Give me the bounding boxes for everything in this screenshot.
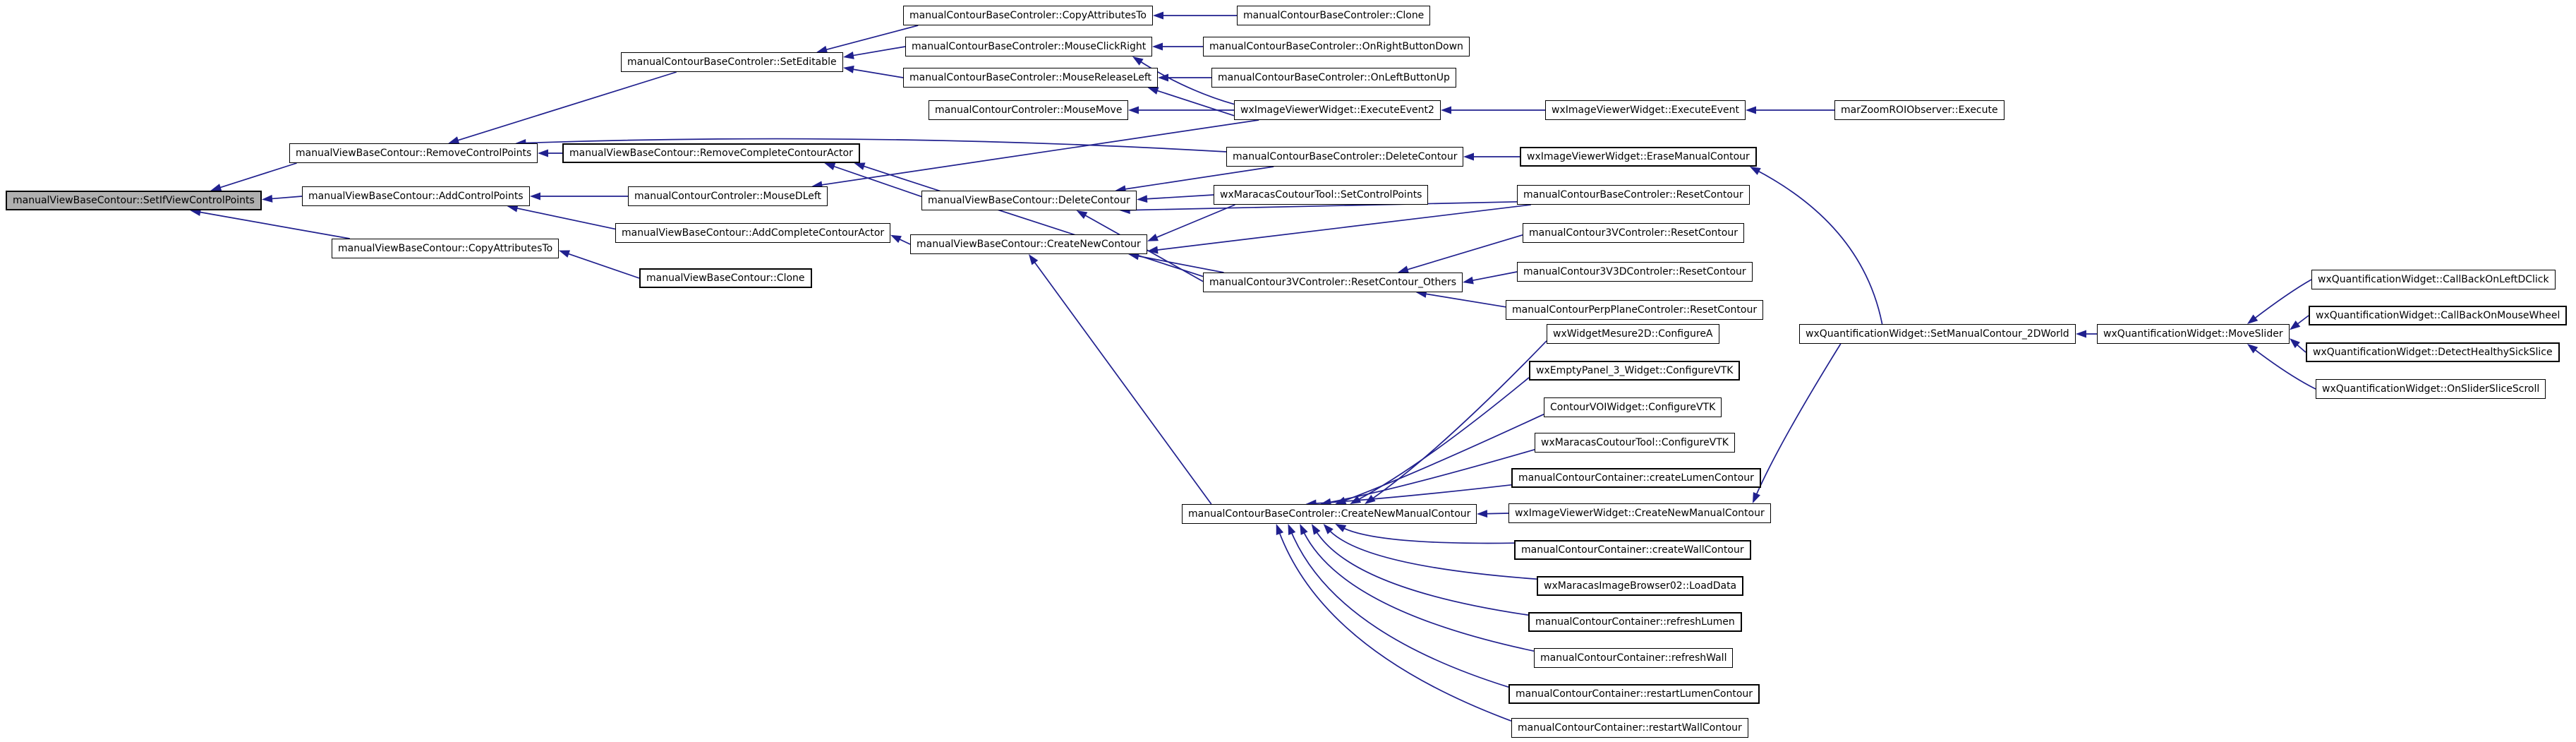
edge-restartWall-createNewManual <box>1276 524 1511 721</box>
graph-node-copyAttrBC[interactable]: manualContourBaseControler::CopyAttributesTo <box>903 6 1153 25</box>
graph-node-resetContour3V3D[interactable]: manualContour3V3DControler::ResetContour <box>1517 262 1753 282</box>
graph-node-executeEvent[interactable]: wxImageViewerWidget::ExecuteEvent <box>1545 100 1746 120</box>
edge-cbMouseWheel-moveSlider <box>2290 316 2309 330</box>
edge-cfgVTKwxM-createNewManual <box>1320 450 1535 506</box>
edge-mouseClickRight-setEditable <box>843 47 905 59</box>
graph-node-onLeftButtonUp[interactable]: manualContourBaseControler::OnLeftButtonUp <box>1211 68 1456 88</box>
graph-node-eraseManual[interactable]: wxImageViewerWidget::EraseManualContour <box>1520 147 1757 167</box>
edge-createNewManualWx-createNewManual <box>1477 510 1508 517</box>
edge-moveSlider-setManual2D <box>2076 330 2097 338</box>
graph-node-mouseClickRight[interactable]: manualContourBaseControler::MouseClickRight <box>905 37 1152 56</box>
graph-node-cloneBC[interactable]: manualContourBaseControler::Clone <box>1237 6 1430 25</box>
graph-node-restartLumen[interactable]: manualContourContainer::restartLumenContour <box>1508 684 1760 704</box>
graph-node-mouseReleaseLeft[interactable]: manualContourBaseControler::MouseReleaseLeft <box>903 68 1158 88</box>
graph-node-deleteContourBC[interactable]: manualContourBaseControler::DeleteContour <box>1226 147 1463 167</box>
graph-node-addCompleteCA[interactable]: manualViewBaseContour::AddCompleteContourActor <box>615 223 890 243</box>
graph-node-addCP[interactable]: manualViewBaseContour::AddControlPoints <box>302 186 530 206</box>
edge-refreshLumen-createNewManual <box>1312 524 1528 615</box>
graph-node-loadData[interactable]: wxMaracasImageBrowser02::LoadData <box>1537 576 1743 596</box>
graph-node-removeCompleteCA[interactable]: manualViewBaseContour::RemoveCompleteContourActor <box>562 143 860 163</box>
edge-setManual2D-createNewManualWx <box>1753 344 1841 503</box>
graph-node-detectHealthy[interactable]: wxQuantificationWidget::DetectHealthySickSlice <box>2306 342 2560 362</box>
graph-node-restartWall[interactable]: manualContourContainer::restartWallContour <box>1511 718 1748 738</box>
edge-resetOthers-createNewContour <box>1128 252 1223 273</box>
edge-addCompleteCA-addCP <box>507 205 615 229</box>
graph-node-executeEvent2[interactable]: wxImageViewerWidget::ExecuteEvent2 <box>1234 100 1441 120</box>
graph-node-setManual2D[interactable]: wxQuantificationWidget::SetManualContour_2DWorld <box>1799 324 2076 344</box>
edge-eraseManual-deleteContourBC <box>1463 153 1520 161</box>
edge-cfgVTKVOI-createNewManual <box>1335 414 1544 504</box>
edge-cbLeftDClick-moveSlider <box>2247 280 2311 324</box>
graph-node-resetContour3V[interactable]: manualContour3VControler::ResetContour <box>1523 223 1744 243</box>
graph-node-moveSlider[interactable]: wxQuantificationWidget::MoveSlider <box>2097 324 2290 344</box>
graph-node-mouseDLeft[interactable]: manualContourControler::MouseDLeft <box>628 186 828 206</box>
graph-node-createNewManual[interactable]: manualContourBaseControler::CreateNewManualContour <box>1182 504 1477 524</box>
edge-marZoomExecute-executeEvent <box>1746 107 1834 114</box>
graph-node-cfgVTKwxM[interactable]: wxMaracasCoutourTool::ConfigureVTK <box>1535 433 1735 453</box>
graph-node-createNewManualWx[interactable]: wxImageViewerWidget::CreateNewManualContour <box>1508 503 1771 523</box>
graph-node-refreshWall[interactable]: manualContourContainer::refreshWall <box>1534 648 1733 668</box>
graph-node-deleteContourView[interactable]: manualViewBaseContour::DeleteContour <box>921 191 1137 210</box>
graph-node-cfgVTKEmpty[interactable]: wxEmptyPanel_3_Widget::ConfigureVTK <box>1529 361 1740 381</box>
graph-node-refreshLumen[interactable]: manualContourContainer::refreshLumen <box>1528 612 1742 632</box>
edge-resetOthers-removeCompleteCA <box>854 162 1203 276</box>
edge-setCtrlPtsWxM-createNewContour <box>1147 205 1235 241</box>
graph-node-configureA[interactable]: wxWidgetMesure2D::ConfigureA <box>1547 324 1719 344</box>
edge-executeEvent2-mouseDLeft <box>811 120 1259 189</box>
edge-cloneView-copyAttrView <box>559 250 639 278</box>
edge-detectHealthy-moveSlider <box>2290 338 2306 352</box>
graph-node-resetContourPerp[interactable]: manualContourPerpPlaneControler::ResetContour <box>1506 300 1763 320</box>
edge-removeCompleteCA-removeCP <box>538 150 562 157</box>
edge-executeEvent-executeEvent2 <box>1441 107 1545 114</box>
graph-node-cloneView[interactable]: manualViewBaseContour::Clone <box>639 268 812 288</box>
edge-createNewContour-addCompleteCA <box>890 235 910 244</box>
graph-node-setIfView: manualViewBaseContour::SetIfViewControlPoints <box>6 191 262 210</box>
graph-node-onRightButtonDown[interactable]: manualContourBaseControler::OnRightButtonDown <box>1203 37 1470 56</box>
graph-node-marZoomExecute[interactable]: marZoomROIObserver::Execute <box>1834 100 2004 120</box>
graph-node-createLumen[interactable]: manualContourContainer::createLumenContour <box>1511 468 1761 488</box>
edge-onLeftButtonUp-mouseReleaseLeft <box>1158 74 1211 82</box>
edge-copyAttrBC-setEditable <box>816 25 918 53</box>
graph-node-cbMouseWheel[interactable]: wxQuantificationWidget::CallBackOnMouseWheel <box>2309 306 2567 325</box>
edge-addCP-setIfView <box>262 195 302 203</box>
graph-node-copyAttrView[interactable]: manualViewBaseContour::CopyAttributesTo <box>332 239 559 258</box>
edge-mouseDLeft-addCP <box>530 193 628 201</box>
edge-removeCP-setIfView <box>210 163 296 191</box>
graph-node-setCtrlPtsWxM[interactable]: wxMaracasCoutourTool::SetControlPoints <box>1214 185 1428 205</box>
graph-node-createWall[interactable]: manualContourContainer::createWallContour <box>1514 540 1751 560</box>
graph-node-onSliderScroll[interactable]: wxQuantificationWidget::OnSliderSliceScroll <box>2316 379 2546 399</box>
graph-node-setEditable[interactable]: manualContourBaseControler::SetEditable <box>621 52 843 72</box>
edge-createWall-createNewManual <box>1335 524 1514 543</box>
edge-setManual2D-eraseManual <box>1750 167 1882 324</box>
edge-cloneBC-copyAttrBC <box>1153 12 1237 20</box>
edge-createNewManual-createNewContour <box>1029 254 1211 504</box>
graph-node-removeCP[interactable]: manualViewBaseContour::RemoveControlPoints <box>289 143 538 163</box>
edge-copyAttrView-setIfView <box>190 208 349 239</box>
edge-setCtrlPtsWxM-deleteContourView <box>1137 195 1214 203</box>
graph-node-resetContourBC[interactable]: manualContourBaseControler::ResetContour <box>1517 185 1750 205</box>
edge-cfgVTKEmpty-createNewManual <box>1350 378 1529 504</box>
edge-resetContourBC-createNewContour <box>1147 205 1531 253</box>
graph-node-resetOthers[interactable]: manualContour3VControler::ResetContour_Others <box>1203 273 1463 292</box>
edge-resetContourPerp-resetOthers <box>1416 290 1506 307</box>
graph-node-cfgVTKVOI[interactable]: ContourVOIWidget::ConfigureVTK <box>1544 397 1722 417</box>
edge-executeEvent2-mouseReleaseLeft <box>1148 87 1234 115</box>
edge-setEditable-removeCP <box>448 72 676 144</box>
edge-resetContour3V3D-resetOthers <box>1463 272 1517 285</box>
edge-mouseReleaseLeft-setEditable <box>843 66 903 78</box>
edge-resetContour3V-resetOthers <box>1398 235 1523 273</box>
edge-onRightButtonDown-mouseClickRight <box>1152 43 1203 51</box>
graph-node-createNewContour[interactable]: manualViewBaseContour::CreateNewContour <box>910 234 1147 254</box>
graph-node-mouseMove[interactable]: manualContourControler::MouseMove <box>929 100 1128 120</box>
graph-node-cbLeftDClick[interactable]: wxQuantificationWidget::CallBackOnLeftDClick <box>2311 270 2556 289</box>
